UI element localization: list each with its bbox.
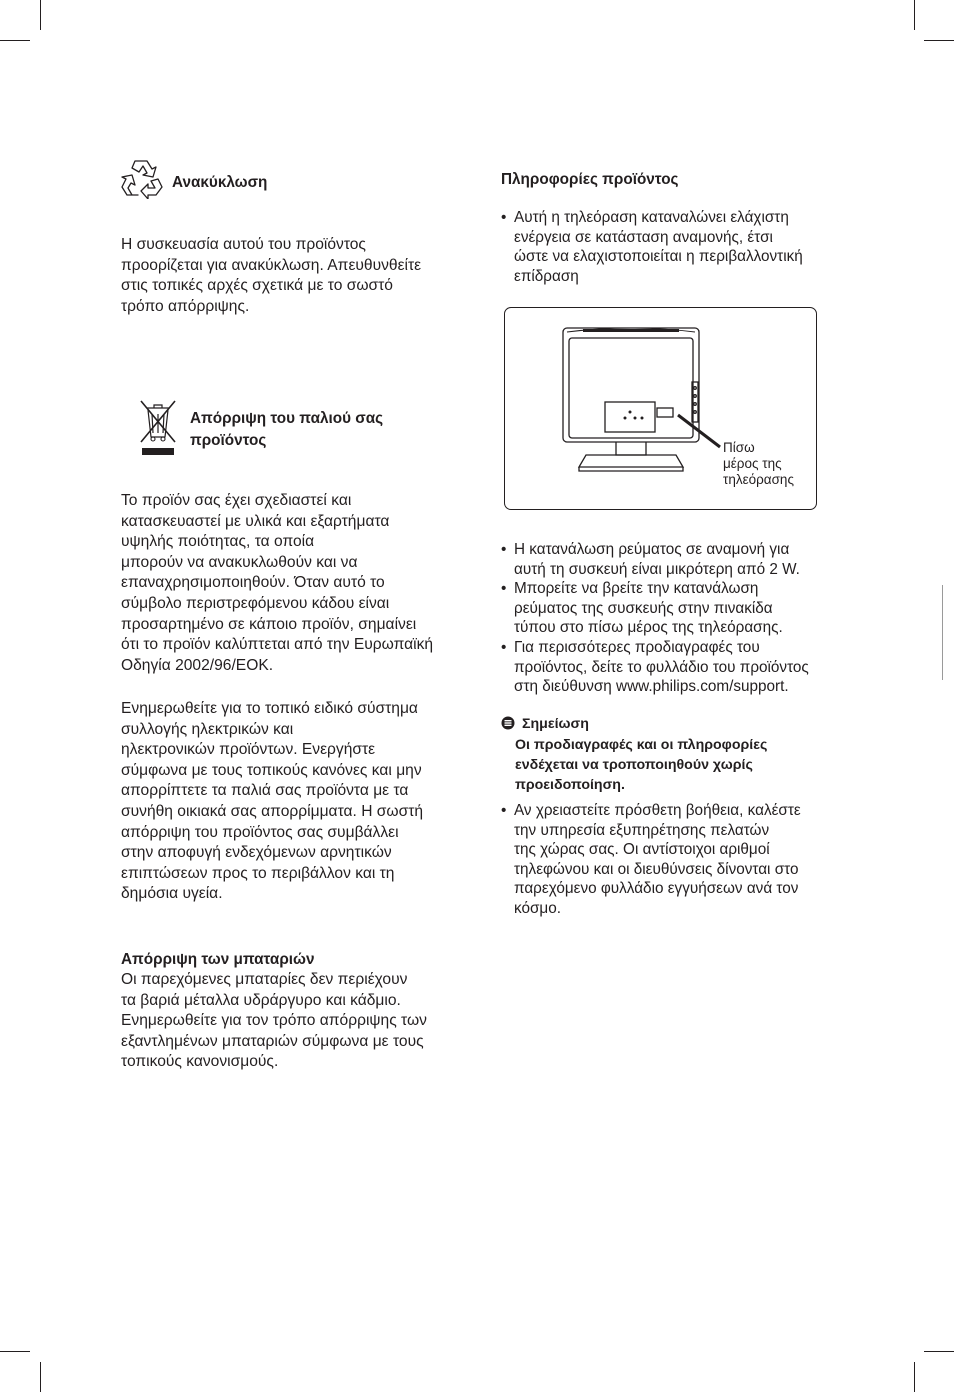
recycling-text: Η συσκευασία αυτού του προϊόντος προορίζεται για ανακύκλωση. Απευθυνθείτε στις τοπικές αρχές σχετικά με το σωστό τρόπο απόρριψης.	[121, 236, 422, 315]
note-icon	[501, 716, 515, 730]
page-edge-mark	[942, 585, 943, 680]
list-item: • Μπορείτε να βρείτε την κατανάλωση ρεύματος της συσκευής στην πινακίδα τύπου στο πίσω μέρος της τηλεόρασης.	[501, 579, 856, 638]
crop-mark	[914, 0, 915, 30]
note-title: Σημείωση	[522, 716, 589, 732]
intro-bullet-list	[501, 208, 841, 286]
crop-mark	[0, 40, 30, 41]
disposal-title: Απόρριψη του παλιού σας προϊόντος	[190, 410, 384, 449]
crop-mark	[924, 40, 954, 41]
help-bullet-list	[501, 801, 856, 919]
batteries-title: Απόρριψη των μπαταριών	[121, 951, 315, 968]
figure-caption: Πίσω μέρος της τηλεόρασης	[723, 440, 794, 487]
crop-mark	[40, 1362, 41, 1392]
batteries-text: Οι παρεχόμενες μπαταρίες δεν περιέχουν τα βαριά μέταλλα υδράργυρο και κάδμιο. Ενημερωθείτε για τον τρόπο απόρριψης των εξαντλημένων μπαταριών σύμφωνα με τους τοπικούς κανονισμούς.	[121, 971, 427, 1071]
tv-rear-figure	[504, 307, 817, 510]
note-heading	[501, 714, 589, 734]
list-item: • Για περισσότερες προδιαγραφές του προϊόντος, δείτε το φυλλάδιο του προϊόντος στη διεύθυνση www.philips.com/support.	[501, 638, 856, 697]
crossed-bin-icon	[138, 398, 178, 456]
disposal-text-2: Ενημερωθείτε για το τοπικό ειδικό σύστημα συλλογής ηλεκτρικών και ηλεκτρονικών προϊόντων. Ενεργήστε σύμφωνα με τους τοπικούς κανόνες και μην απορρίπτετε τα παλιά σας προϊόντα με τα συνήθη οικιακά σας απορρίμματα. Η σωστή απόρριψη του προϊόντος σας συμβάλλει στην αποφυγή ενδεχόμενων αρνητικών επιπτώσεων προς το περιβάλλον και τη δημόσια υγεία.	[121, 700, 424, 903]
crop-mark	[924, 1351, 954, 1352]
power-bullet-list	[501, 540, 856, 697]
list-item: • Αυτή η τηλεόραση καταναλώνει ελάχιστη ενέργεια σε κατάσταση αναμονής, έτσι ώστε να ελαχιστοποιείται η περιβαλλοντική επίδραση	[501, 208, 841, 286]
crop-mark	[40, 0, 41, 30]
product-info-title: Πληροφορίες προϊόντος	[501, 171, 679, 188]
list-item: • Αν χρειαστείτε πρόσθετη βοήθεια, καλέστε την υπηρεσία εξυπηρέτησης πελατών της χώρας σας. Οι αντίστοιχοι αριθμοί τηλεφώνου και οι διευθύνσεις δίνονται στο παρεχόμενο φυλλάδιο εγγυήσεων ανά τον κόσμο.	[501, 801, 856, 919]
recycling-title: Ανακύκλωση	[172, 174, 268, 191]
crop-mark	[914, 1362, 915, 1392]
list-item: • Η κατανάλωση ρεύματος σε αναμονή για αυτή τη συσκευή είναι μικρότερη από 2 W.	[501, 540, 856, 579]
note-text: Οι προδιαγραφές και οι πληροφορίες ενδέχεται να τροποποιηθούν χωρίς προειδοποίηση.	[515, 737, 768, 793]
recycle-icon	[120, 157, 164, 199]
disposal-text-1: Το προϊόν σας έχει σχεδιαστεί και κατασκευαστεί με υλικά και εξαρτήματα υψηλής ποιότητας, τα οποία μπορούν να ανακυκλωθούν και να επαναχρησιμοποιηθούν. Όταν αυτό το σύμβολο περιστρεφόμενου κάδου είναι προσαρτημένο σε κάποιο προϊόν, σημαίνει ότι το προϊόν καλύπτεται από την Ευρωπαϊκή Οδηγία 2002/96/ΕΟΚ.	[121, 492, 434, 674]
crop-mark	[0, 1351, 30, 1352]
